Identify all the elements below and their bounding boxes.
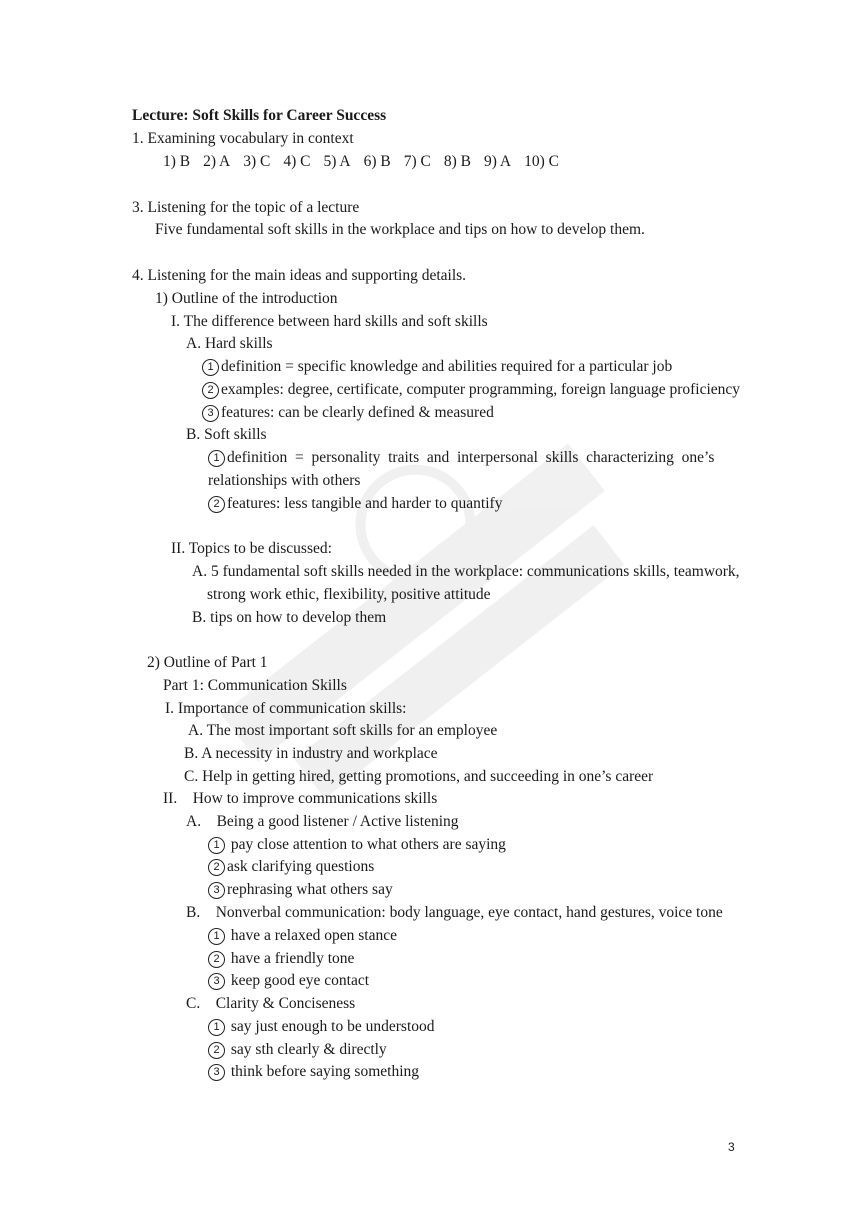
- answer-item: 5) A: [323, 153, 351, 170]
- part-title: Part 1: Communication Skills: [163, 677, 347, 694]
- answer-item: 7) C: [403, 153, 431, 170]
- circled-number: 1: [208, 1019, 225, 1036]
- outline-item: B. Soft skills: [186, 426, 267, 443]
- outline-subitem: 3 rephrasing what others say: [208, 880, 393, 900]
- outline-subitem: 3 features: can be clearly defined & measured: [202, 403, 494, 423]
- section-1-heading: 1. Examining vocabulary in context: [132, 130, 354, 147]
- answer-item: 8) B: [443, 153, 471, 170]
- outline-subitem: 2 examples: degree, certificate, computer programming, foreign language proficiency: [202, 380, 740, 400]
- outline-subitem: 2 ask clarifying questions: [208, 857, 374, 877]
- outline-item: I. The difference between hard skills and soft skills: [171, 313, 488, 330]
- circled-number: 2: [208, 496, 225, 513]
- answer-item: 4) C: [283, 153, 311, 170]
- outline-subitem: 3 think before saying something: [208, 1062, 419, 1082]
- outline-subitem: 1 say just enough to be understood: [208, 1017, 435, 1037]
- circled-number: 2: [208, 951, 225, 968]
- circled-number: 2: [208, 859, 225, 876]
- circled-number: 2: [208, 1042, 225, 1059]
- answer-key-row: [163, 152, 572, 172]
- outline-subitem: 3 keep good eye contact: [208, 971, 369, 991]
- section-3-heading: 3. Listening for the topic of a lecture: [132, 199, 360, 216]
- outline-intro-heading: 1) Outline of the introduction: [155, 290, 338, 307]
- answer-item: 10) C: [524, 153, 559, 170]
- answer-item: 1) B: [163, 153, 191, 170]
- outline-item: A. Being a good listener / Active listening: [186, 813, 459, 830]
- answer-item: 9) A: [484, 153, 512, 170]
- answer-item: 6) B: [363, 153, 391, 170]
- outline-subitem: 1 have a relaxed open stance: [208, 926, 397, 946]
- outline-item: II. How to improve communications skills: [163, 790, 438, 807]
- section-4-heading: 4. Listening for the main ideas and supporting details.: [132, 267, 467, 284]
- outline-subitem: 2 features: less tangible and harder to quantify: [208, 494, 502, 514]
- outline-subitem: 1 definition = specific knowledge and abilities required for a particular job: [202, 357, 672, 377]
- outline-item: A. 5 fundamental soft skills needed in the workplace: communications skills, teamwork,: [192, 563, 740, 580]
- circled-number: 1: [202, 359, 219, 376]
- outline-item: C. Help in getting hired, getting promotions, and succeeding in one’s career: [184, 768, 654, 785]
- page-number: 3: [728, 1140, 735, 1154]
- outline-subitem: 2 say sth clearly & directly: [208, 1040, 387, 1060]
- outline-item: II. Topics to be discussed:: [171, 540, 332, 557]
- outline-subitem: 2 have a friendly tone: [208, 949, 354, 969]
- circled-number: 3: [208, 882, 225, 899]
- outline-item: B. A necessity in industry and workplace: [184, 745, 438, 762]
- circled-number: 3: [208, 1064, 225, 1081]
- circled-number: 1: [208, 928, 225, 945]
- outline-item: C. Clarity & Conciseness: [186, 995, 356, 1012]
- outline-item: A. Hard skills: [186, 335, 273, 352]
- outline-item-continued: strong work ethic, flexibility, positive attitude: [207, 586, 491, 603]
- answer-item: 2) A: [203, 153, 231, 170]
- outline-item: I. Importance of communication skills:: [165, 700, 407, 717]
- section-3-answer: Five fundamental soft skills in the workplace and tips on how to develop them.: [155, 221, 645, 238]
- outline-subitem-continued: relationships with others: [208, 472, 361, 489]
- outline-item: B. Nonverbal communication: body language, eye contact, hand gestures, voice tone: [186, 904, 723, 921]
- circled-number: 1: [208, 837, 225, 854]
- outline-part1-heading: 2) Outline of Part 1: [147, 654, 268, 671]
- outline-item: A. The most important soft skills for an employee: [188, 722, 498, 739]
- answer-item: 3) C: [243, 153, 271, 170]
- circled-number: 2: [202, 382, 219, 399]
- outline-subitem: 1 definition = personality traits and interpersonal skills characterizing one’s: [208, 448, 714, 468]
- circled-number: 3: [208, 973, 225, 990]
- lecture-title: Lecture: Soft Skills for Career Success: [132, 107, 387, 124]
- outline-subitem: 1 pay close attention to what others are saying: [208, 835, 506, 855]
- circled-number: 3: [202, 405, 219, 422]
- outline-item: B. tips on how to develop them: [192, 609, 387, 626]
- circled-number: 1: [208, 450, 225, 467]
